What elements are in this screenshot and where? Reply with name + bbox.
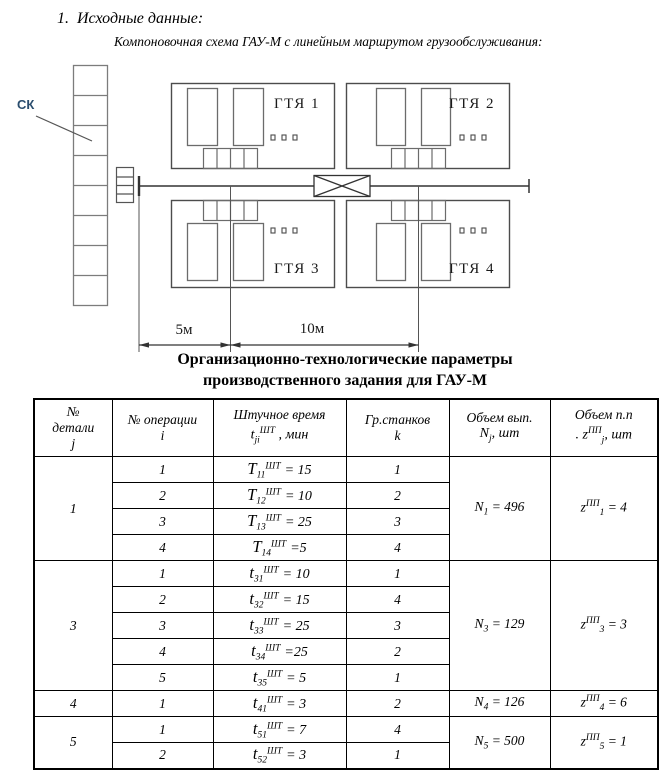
header-unit-time: Штучное время $t_{ji}^{ШТ}$ , мин [213, 399, 346, 457]
gtya-2-label: ГТЯ 2 [449, 96, 496, 112]
gtya-3-label: ГТЯ 3 [274, 261, 321, 277]
dimension-line [139, 342, 419, 347]
machine-group-cell: 2 [346, 639, 449, 665]
section-heading: 1. Исходные данные: [57, 10, 204, 27]
op-number-cell: 2 [112, 483, 213, 509]
volume-cell: $N_4 = 126$ [449, 691, 550, 717]
header-machine-group: Гр.станков k [346, 399, 449, 457]
transport-shuttle-icon [314, 176, 370, 197]
machine-group-cell: 4 [346, 587, 449, 613]
unit-time-cell: $t_{35}^{ШТ} = 5$ [213, 665, 346, 691]
machine-group-cell: 1 [346, 665, 449, 691]
ellipsis-dots [271, 135, 486, 233]
header-operation: № операции i [112, 399, 213, 457]
unit-time-cell: $t_{33}^{ШТ} = 25$ [213, 613, 346, 639]
volume-cell: $N_1 = 496$ [449, 457, 550, 561]
batch-volume-cell: $z^{ПП}_4 = 6$ [550, 691, 658, 717]
unit-time-cell: $T_{14}^{ШТ} =5$ [213, 535, 346, 561]
batch-volume-cell: $z^{ПП}_5 = 1$ [550, 717, 658, 769]
batch-volume-cell: $z^{ПП}_3 = 3$ [550, 561, 658, 691]
op-number-cell: 2 [112, 743, 213, 769]
detail-number-cell: 1 [34, 457, 112, 561]
machine-group-cell: 4 [346, 535, 449, 561]
machine-group-cell: 1 [346, 457, 449, 483]
gtya-4-label: ГТЯ 4 [449, 261, 496, 277]
op-row [34, 561, 658, 587]
detail-number-cell: 4 [34, 691, 112, 717]
op-number-cell: 2 [112, 587, 213, 613]
unit-time-cell: $t_{51}^{ШТ} = 7$ [213, 717, 346, 743]
op-number-cell: 1 [112, 561, 213, 587]
volume-cell: $N_5 = 500$ [449, 717, 550, 769]
detail-number-cell: 5 [34, 717, 112, 769]
load-station [117, 168, 134, 203]
machine-group-cell: 1 [346, 561, 449, 587]
unit-time-cell: $T_{11}^{ШТ} = 15$ [213, 457, 346, 483]
storage-rack [74, 66, 108, 306]
op-number-cell: 1 [112, 691, 213, 717]
op-number-cell: 4 [112, 639, 213, 665]
table-title-line2: производственного задания для ГАУ-М [202, 372, 488, 389]
op-number-cell: 3 [112, 613, 213, 639]
op-row [34, 717, 658, 743]
sk-leader-line [36, 116, 92, 141]
machine-group-cell: 2 [346, 691, 449, 717]
machine-group-cell: 4 [346, 717, 449, 743]
op-number-cell: 1 [112, 717, 213, 743]
header-row [34, 399, 658, 457]
batch-volume-cell: $z^{ПП}_1 = 4$ [550, 457, 658, 561]
machine-group-cell: 3 [346, 509, 449, 535]
parameters-table [33, 398, 659, 770]
sk-label: СК [17, 97, 35, 112]
machine-group-cell: 1 [346, 743, 449, 769]
op-number-cell: 3 [112, 509, 213, 535]
volume-cell: $N_3 = 129$ [449, 561, 550, 691]
layout-diagram [0, 0, 666, 360]
unit-time-cell: $T_{13}^{ШТ} = 25$ [213, 509, 346, 535]
scheme-caption: Компоновочная схема ГАУ-М с линейным маршрутом грузообслуживания: [114, 34, 543, 49]
table-title-line1: Организационно-технологические параметры [177, 351, 513, 368]
header-batch-volume: Объем п.п . $z^{ПП}_j$, шт [550, 399, 658, 457]
table-title [33, 349, 657, 391]
header-volume: Объем вып. $N_j$, шт [449, 399, 550, 457]
detail-number-cell: 3 [34, 561, 112, 691]
unit-time-cell: $t_{52}^{ШТ} = 3$ [213, 743, 346, 769]
gtya-1-label: ГТЯ 1 [274, 96, 321, 112]
machine-group-cell: 3 [346, 613, 449, 639]
unit-time-cell: $T_{12}^{ШТ} = 10$ [213, 483, 346, 509]
op-number-cell: 1 [112, 457, 213, 483]
dim-10m-label: 10м [299, 321, 325, 337]
unit-time-cell: $t_{41}^{ШТ} = 3$ [213, 691, 346, 717]
unit-time-cell: $t_{34}^{ШТ} =25$ [213, 639, 346, 665]
unit-time-cell: $t_{32}^{ШТ} = 15$ [213, 587, 346, 613]
dim-5m-label: 5м [175, 322, 193, 338]
unit-time-cell: $t_{31}^{ШТ} = 10$ [213, 561, 346, 587]
op-number-cell: 5 [112, 665, 213, 691]
op-number-cell: 4 [112, 535, 213, 561]
op-row [34, 457, 658, 483]
machine-group-cell: 2 [346, 483, 449, 509]
op-row [34, 691, 658, 717]
header-detail: № детали j [34, 399, 112, 457]
